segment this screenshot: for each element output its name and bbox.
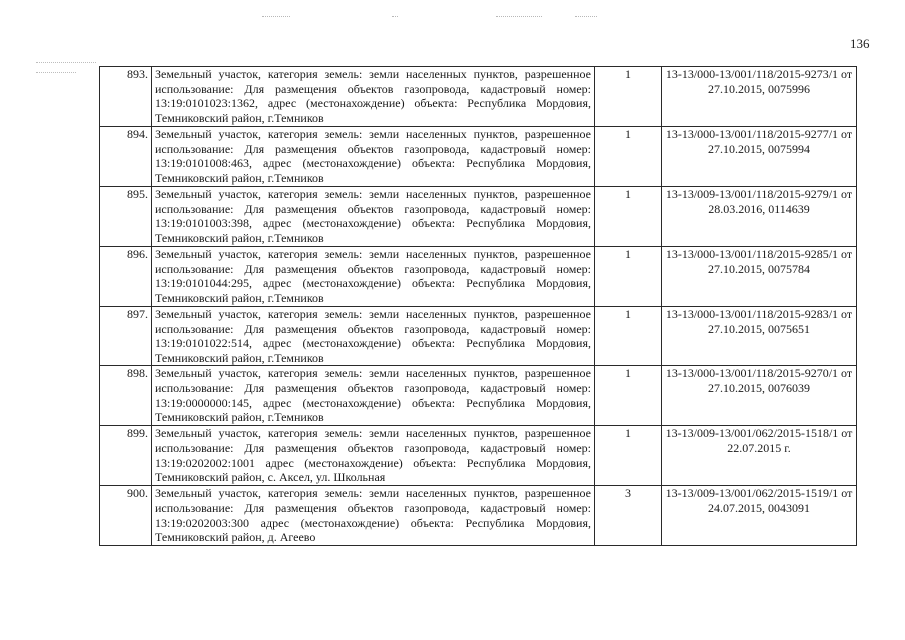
land-plot-registry-table [99, 66, 857, 546]
row-number: 893. [100, 67, 152, 127]
row-description: Земельный участок, категория земель: земли населенных пунктов, разрешенное использование: Для размещения объектов газопровода, кадастровый номер: 13:19:0202002:1001 адрес (местонахождение) объекта: Республика Мордовия, Темниковский район, с. Аксел, ул. Школьная [152, 426, 595, 486]
row-registration: 13-13/009-13/001/118/2015-9279/1 от 28.03.2016, 0114639 [662, 187, 857, 247]
row-description: Земельный участок, категория земель: земли населенных пунктов, разрешенное использование: Для размещения объектов газопровода, кадастровый номер: 13:19:0101008:463, адрес (местонахождение) объекта: Республика Мордовия, Темниковский район, г.Темников [152, 127, 595, 187]
row-description: Земельный участок, категория земель: земли населенных пунктов, разрешенное использование: Для размещения объектов газопровода, кадастровый номер: 13:19:0000000:145, адрес (местонахождение) объекта: Республика Мордовия, Темниковский район, г.Темников [152, 366, 595, 426]
row-number: 897. [100, 307, 152, 366]
table-row [100, 127, 857, 187]
margin-mark [36, 62, 96, 64]
scan-artifact [392, 16, 398, 18]
page-number: 136 [850, 36, 870, 51]
row-number: 899. [100, 426, 152, 486]
row-quantity: 1 [595, 187, 662, 247]
row-quantity: 1 [595, 67, 662, 127]
row-registration: 13-13/000-13/001/118/2015-9283/1 от 27.10.2015, 0075651 [662, 307, 857, 366]
row-description: Земельный участок, категория земель: земли населенных пунктов, разрешенное использование: Для размещения объектов газопровода, кадастровый номер: 13:19:0101022:514, адрес (местонахождение) объекта: Республика Мордовия, Темниковский район, г.Темников [152, 307, 595, 366]
row-number: 896. [100, 247, 152, 307]
row-description: Земельный участок, категория земель: земли населенных пунктов, разрешенное использование: Для размещения объектов газопровода, кадастровый номер: 13:19:0101023:1362, адрес (местонахождение) объекта: Республика Мордовия, Темниковский район, г.Темников [152, 67, 595, 127]
row-description: Земельный участок, категория земель: земли населенных пунктов, разрешенное использование: Для размещения объектов газопровода, кадастровый номер: 13:19:0101044:295, адрес (местонахождение) объекта: Республика Мордовия, Темниковский район, г.Темников [152, 247, 595, 307]
scan-artifact [496, 16, 542, 18]
row-quantity: 1 [595, 307, 662, 366]
row-quantity: 1 [595, 247, 662, 307]
row-quantity: 1 [595, 426, 662, 486]
row-quantity: 3 [595, 486, 662, 546]
row-registration: 13-13/009-13/001/062/2015-1518/1 от 22.07.2015 г. [662, 426, 857, 486]
table-row [100, 187, 857, 247]
row-registration: 13-13/000-13/001/118/2015-9273/1 от 27.10.2015, 0075996 [662, 67, 857, 127]
scan-artifact [575, 16, 597, 18]
row-number: 894. [100, 127, 152, 187]
row-number: 898. [100, 366, 152, 426]
table-row [100, 486, 857, 546]
table-row [100, 247, 857, 307]
scan-artifact [262, 16, 290, 18]
row-quantity: 1 [595, 127, 662, 187]
margin-mark [36, 72, 76, 74]
row-registration: 13-13/000-13/001/118/2015-9270/1 от 27.10.2015, 0076039 [662, 366, 857, 426]
table-row [100, 426, 857, 486]
table-row [100, 307, 857, 366]
row-description: Земельный участок, категория земель: земли населенных пунктов, разрешенное использование: Для размещения объектов газопровода, кадастровый номер: 13:19:0101003:398, адрес (местонахождение) объекта: Республика Мордовия, Темниковский район, г.Темников [152, 187, 595, 247]
row-registration: 13-13/000-13/001/118/2015-9285/1 от 27.10.2015, 0075784 [662, 247, 857, 307]
row-quantity: 1 [595, 366, 662, 426]
row-number: 900. [100, 486, 152, 546]
row-description: Земельный участок, категория земель: земли населенных пунктов, разрешенное использование: Для размещения объектов газопровода, кадастровый номер: 13:19:0202003:300 адрес (местонахождение) объекта: Республика Мордовия, Темниковский район, д. Агеево [152, 486, 595, 546]
table-row [100, 67, 857, 127]
row-registration: 13-13/009-13/001/062/2015-1519/1 от 24.07.2015, 0043091 [662, 486, 857, 546]
table-row [100, 366, 857, 426]
row-registration: 13-13/000-13/001/118/2015-9277/1 от 27.10.2015, 0075994 [662, 127, 857, 187]
row-number: 895. [100, 187, 152, 247]
